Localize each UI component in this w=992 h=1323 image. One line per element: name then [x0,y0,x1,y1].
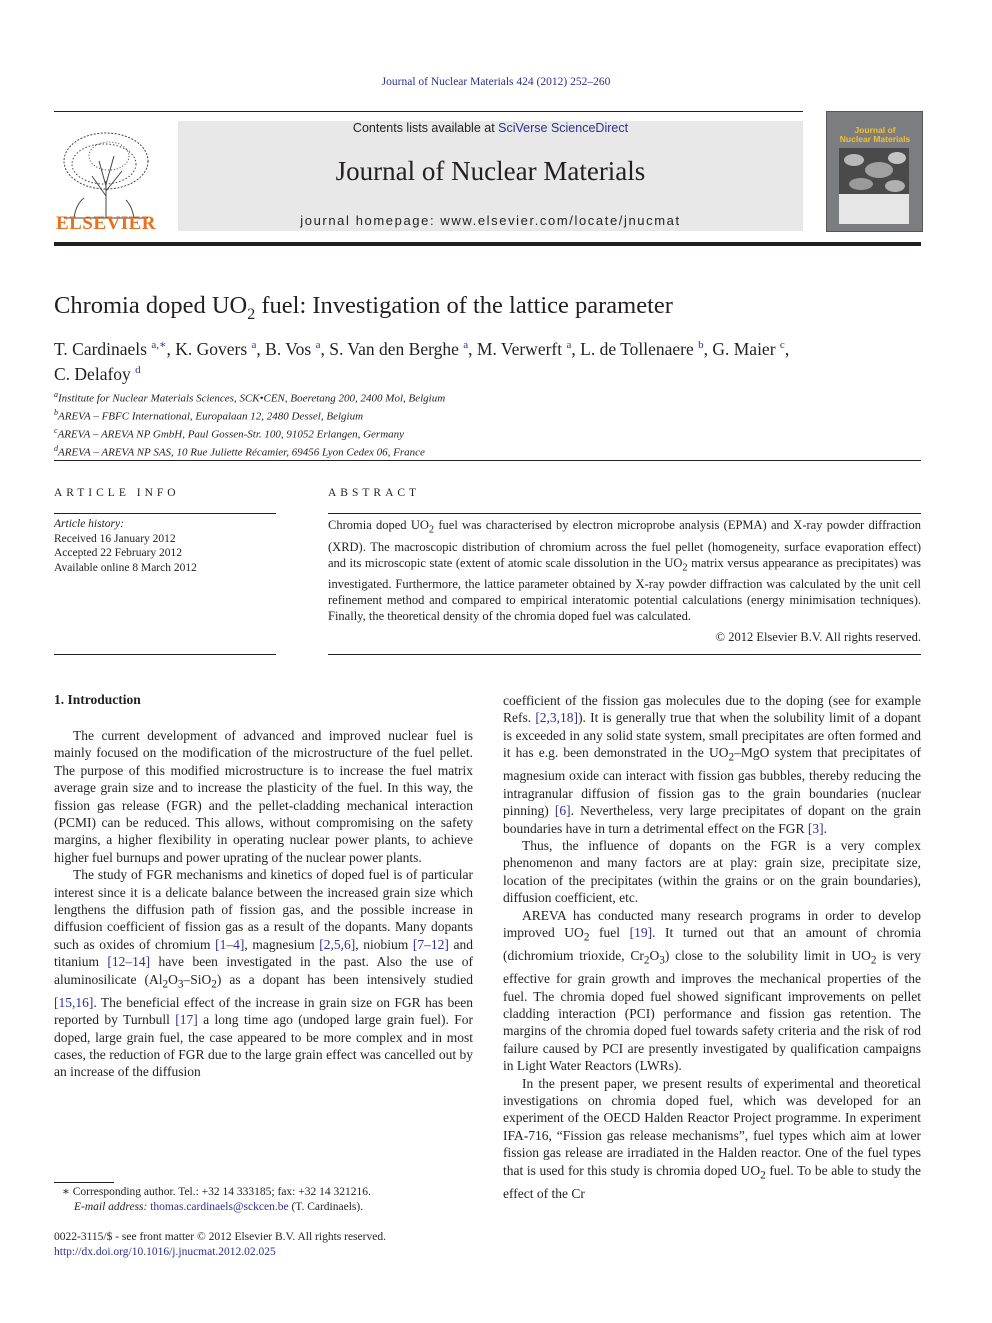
author: G. Maier [712,338,776,359]
author-affiliation-mark[interactable]: a [463,339,469,351]
journal-title: Journal of Nuclear Materials [335,156,646,186]
author: C. Delafoy [54,363,131,384]
history-label: Article history: [54,518,124,530]
divider [328,654,921,655]
accepted-date: Accepted 22 February 2012 [54,547,183,559]
journal-cover-image [826,111,923,232]
paragraph: The study of FGR mechanisms and kinetics of doped fuel is of particular interest since it is a delicate balance between the increased grain size which lengthens the diffusion path of fission gas, and the possible increase in diffusion coefficient of fission gas as a result of the dopants. Many dopants such as oxides of chromium [1–4], magnesium [2,5,6], niobium [7–12] and titanium [12–14] have been investigated in the past. Also the use of aluminosilicate $(Al_2O_3-SiO_2)$ as a dopant has been intensively studied [15,16]. The beneficial effect of the increase in grain size on FGR has been reported by Turnbull [17] a long time ago (undoped large grain fuel). For doped, large grain fuel, the case appeared to be more complex and in most cases, the reduction of FGR due to the large grain effect was cancelled out by an increase of the diffusion [54,867,473,1080]
body-column-left [54,727,473,1081]
cover-micrograph [839,148,909,194]
affiliation: $^d$AREVA – AREVA NP SAS, 10 Rue Juliette Récamier, 69456 Lyon Cedex 06, France [54,443,425,459]
divider [328,513,921,514]
article-title: Chromia doped $UO_2$ fuel: Investigation of the lattice parameter [54,292,673,323]
section-heading: 1. Introduction [54,692,141,707]
citation-link[interactable]: [1–4] [215,936,245,952]
author-affiliation-mark[interactable]: c [779,339,785,351]
abstract-text: Chromia doped $UO_2$ fuel was characterised by electron microprobe analysis (EPMA) and X-ray powder diffraction (XRD). The macroscopic distribution of chromium across the fuel pellet (homogeneity, surface evaporation effect) and its microscopic state (extent of atomic scale dissolution in the $UO_2$ matrix versus appearance as precipitates) was investigated. Furthermore, the lattice parameter obtained by X-ray powder diffraction was calculated by the unit cell refinement method and compared to empirical interatomic potential calculations (energy minimisation techniques). Finally, the theoretical density of the chromia doped fuel was calculated. [328,518,921,623]
author-list: T. Cardinaels $^{a,∗}$, K. Govers $^a$, B. Vos $^a$, S. Van den Berghe $^a$, M. Verwerft $^a$, L. de Tollenaere $^b$, G. Maier $^c$, C. Delafoy $^d$ [54,338,790,384]
citation-link[interactable]: [3] [807,820,824,836]
corresponding-author-note: ∗ Corresponding author. Tel.: +32 14 333185; fax: +32 14 321216. [62,1186,371,1198]
cover-lower-panel [839,194,909,224]
divider [54,654,276,655]
author-affiliation-mark[interactable]: a,∗ [151,339,167,351]
contents-line [178,121,803,135]
citation-link[interactable]: [6] [554,803,571,819]
footnote-rule [54,1182,114,1183]
paragraph: Thus, the influence of dopants on the FGR is a very complex phenomenon and many factors are at play: grain size, precipitate size, location of the precipitates (within the grains or on the grain boundaries), diffusion coefficient, etc. [503,837,921,906]
body-column-right [503,692,921,1202]
divider [54,460,921,461]
author: L. de Tollenaere [580,338,694,359]
email-link[interactable]: thomas.cardinaels@sckcen.be [150,1201,289,1213]
received-date: Received 16 January 2012 [54,532,176,545]
affiliation: $^c$AREVA – AREVA NP GmbH, Paul Gossen-Str. 100, 91052 Erlangen, Germany [54,425,405,441]
article-history [54,517,276,575]
citation-link[interactable]: [17] [175,1012,198,1028]
citation-link[interactable]: [2,3,18] [535,710,579,726]
paragraph: In the present paper, we present results of experimental and theoretical investigations on chromia doped fuel, which was developed for an experiment of the OECD Halden Reactor Project programme. In experiment IFA-716, “Fission gas release mechanisms”, fuel types which aim at lower fission gas release are irradiated in the Halden reactor. One of the fuel types that is used for this study is chromia doped $UO_2$ fuel. To be able to study the effect of the Cr [503,1075,921,1201]
author-affiliation-mark[interactable]: d [135,363,141,376]
paragraph: AREVA has conducted many research programs in order to develop improved $UO_2$ fuel [19]. It turned out that an amount of chromia (dichromium trioxide, $Cr_2O_3$) close to the solubility limit in $UO_2$ is very effective for grain growth and improves the mechanical properties of the fuel. The chromia doped fuel showed significant improvements on pellet cladding interaction (PCI) performance and fission gas retention. The margins of the chromia doped fuel towards safety criteria and the risk of rod failure caused by PCI are presently investigated by qualification campaigns in Light Water Reactors (LWRs). [503,907,921,1074]
author: M. Verwerft [476,338,563,359]
citation-link[interactable]: [7–12] [412,936,449,952]
footnote [54,1185,473,1215]
author: T. Cardinaels [54,338,147,359]
author: K. Govers [175,338,248,359]
author-affiliation-mark[interactable]: b [698,339,704,351]
author-affiliation-mark[interactable]: a [315,339,321,351]
header-bottom-rule [54,242,921,246]
online-date: Available online 8 March 2012 [54,561,197,574]
issn-block [54,1230,473,1260]
author: B. Vos [265,338,312,359]
doi-link[interactable]: http://dx.doi.org/10.1016/j.jnucmat.2012.02.025 [54,1246,276,1258]
contents-prefix: Contents lists available at [352,121,499,135]
author: S. Van den Berghe [329,338,459,359]
journal-homepage[interactable]: journal homepage: www.elsevier.com/locate/jnucmat [300,213,681,228]
affiliation: $^b$AREVA – FBFC International, Europalaan 12, 2480 Dessel, Belgium [54,407,364,423]
citation-link[interactable]: [15,16] [54,994,94,1010]
citation-link[interactable]: [19] [629,924,653,940]
citation-link[interactable]: [2,5,6] [319,936,356,952]
author-affiliation-mark[interactable]: a [251,339,257,351]
affiliations [54,388,754,460]
copyright: © 2012 Elsevier B.V. All rights reserved. [715,630,921,644]
header-top-rule [54,111,803,112]
cover-title: Journal of Nuclear Materials [839,125,911,144]
affiliation: $^a$Institute for Nuclear Materials Sciences, SCK•CEN, Boeretang 200, 2400 Mol, Belgium [54,390,446,405]
paragraph: The current development of advanced and improved nuclear fuel is mainly focused on the modification of the microstructure of the fuel pellet. The purpose of this modified microstructure is to increase the fuel matrix average grain size and to increase the plasticity of the fuel. In this way, the fission gas release (FGR) and the pellet-cladding mechanical interaction (PCMI) can be reduced. This allows, without compromising on the safety margins, a higher flexibility in operating nuclear power plants, to achieve higher fuel burnups and power uprating of the nuclear power plants. [54,728,473,865]
author-affiliation-mark[interactable]: a [566,339,572,351]
citation-link[interactable]: [12–14] [107,954,151,970]
journal-reference[interactable]: Journal of Nuclear Materials 424 (2012) 252–260 [381,76,611,88]
article-info-heading: ARTICLE INFO [54,487,180,499]
paragraph: coefficient of the fission gas molecules due to the doping (see for example Refs. [2,3,18]). It is generally true that when the solubility limit of a dopant is exceeded in any solid state system, small precipitates are often formed and it has e.g. been demonstrated in the $UO_2$–MgO system that precipitates of magnesium oxide can interact with fission gas bubbles, thereby reducing the intragranular diffusion of fission gas to the grain boundaries (nuclear pinning) [6]. Nevertheless, very large precipitates of dopant on the grain boundaries have in turn a detrimental effect on the FGR [3]. [503,693,921,836]
elsevier-wordmark: ELSEVIER [55,213,157,234]
divider [54,513,276,514]
issn-line: 0022-3115/$ - see front matter © 2012 Elsevier B.V. All rights reserved. [54,1231,386,1243]
sciencedirect-link[interactable]: SciVerse ScienceDirect [498,121,629,135]
email-note: E-mail address: thomas.cardinaels@sckcen.be (T. Cardinaels). [74,1201,364,1213]
abstract-heading: ABSTRACT [328,487,421,499]
